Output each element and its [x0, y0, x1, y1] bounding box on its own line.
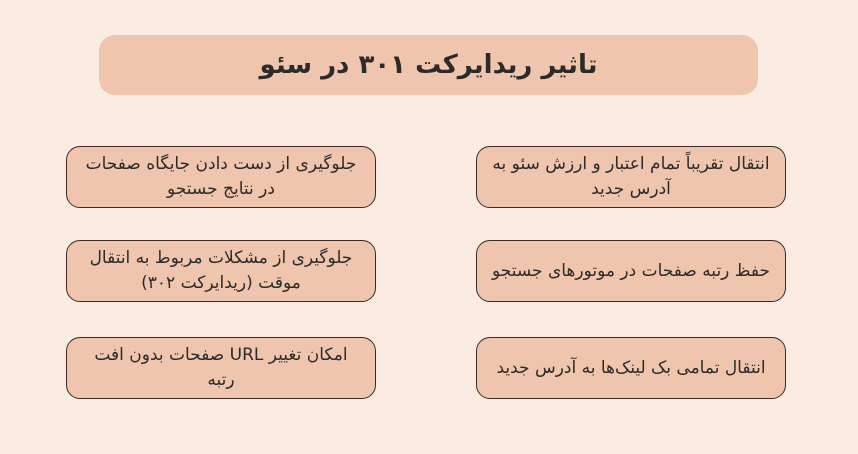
card-label: انتقال تقریباً تمام اعتبار و ارزش سئو به آدرس جدید — [492, 154, 770, 199]
card-change-url — [66, 337, 376, 399]
card-prevent-ranking-loss — [66, 146, 376, 208]
card-label: حفظ رتبه صفحات در موتورهای جستجو — [491, 260, 771, 281]
card-keep-rank — [476, 240, 786, 302]
card-label: جلوگیری از مشکلات مربوط به انتقال موقت (ریدایرکت ۳۰۲) — [89, 248, 353, 293]
card-transfer-backlinks — [476, 337, 786, 399]
card-label: امکان تغییر URL صفحات بدون افت رتبه — [94, 345, 348, 390]
card-avoid-302-issues — [66, 240, 376, 302]
title-banner — [99, 35, 758, 95]
card-label: انتقال تمامی بک لینک‌ها به آدرس جدید — [496, 357, 766, 378]
card-transfer-authority — [476, 146, 786, 208]
page-title: تاثیر ریدایرکت ۳۰۱ در سئو — [259, 50, 598, 80]
card-label: جلوگیری از دست دادن جایگاه صفحات در نتایج جستجو — [85, 154, 357, 199]
